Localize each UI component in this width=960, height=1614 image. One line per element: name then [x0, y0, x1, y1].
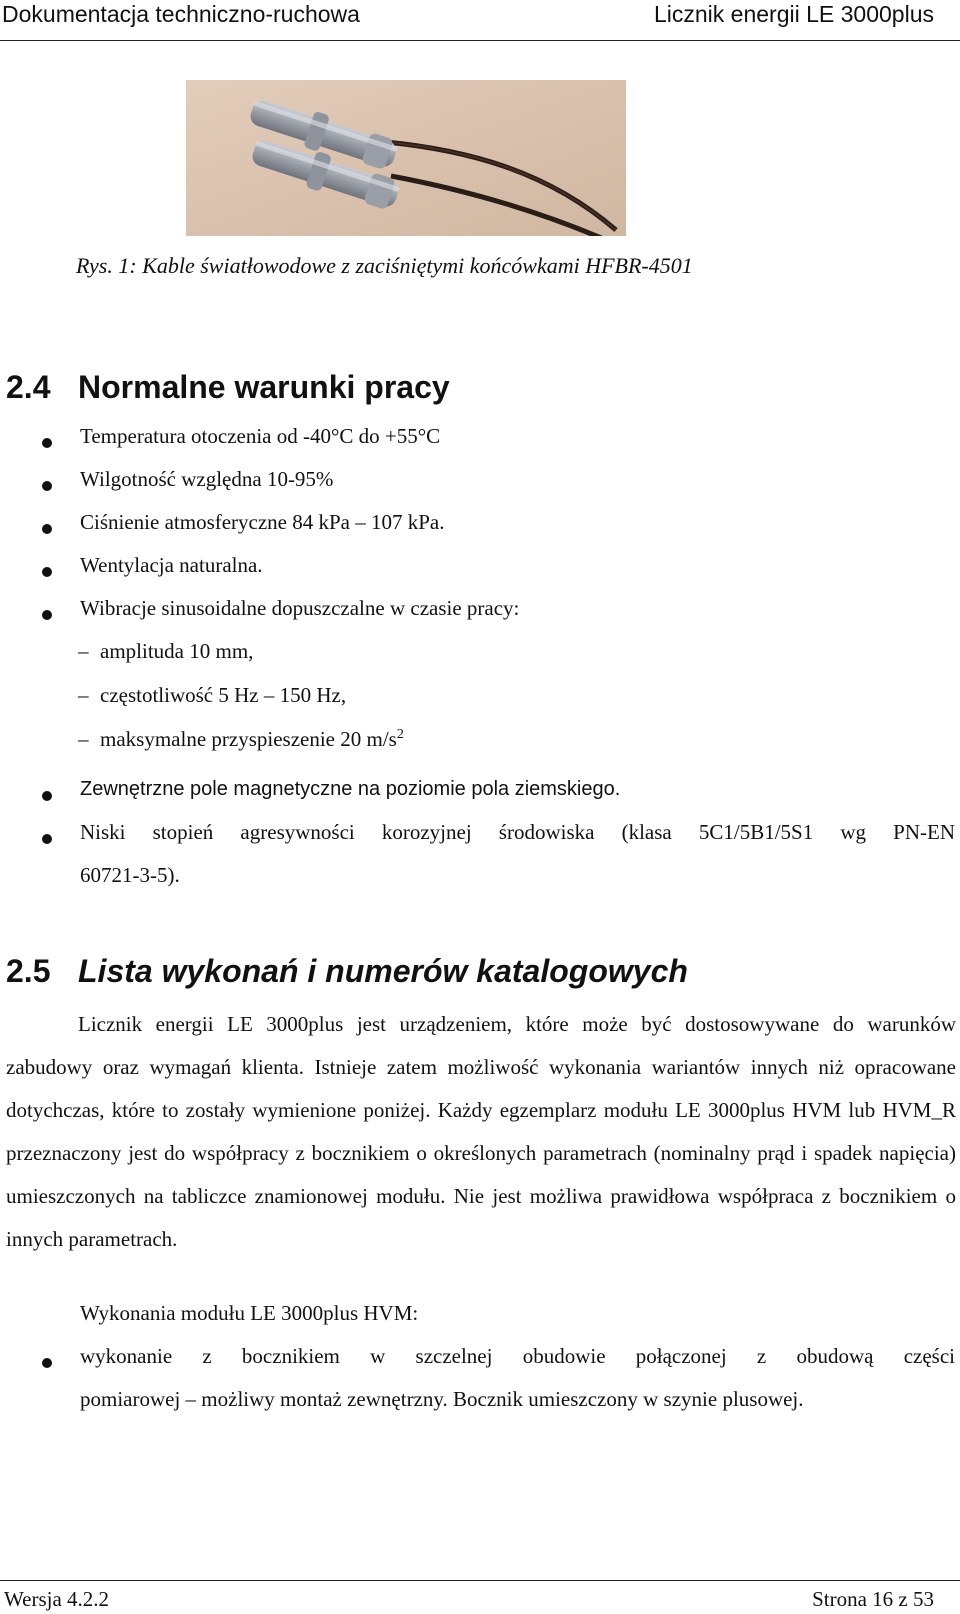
bullet-icon	[42, 438, 52, 448]
section-paragraph	[6, 1003, 956, 1261]
dash-marker: –	[78, 639, 89, 663]
sublist-item-text: maksymalne przyspieszenie 20 m/s	[100, 727, 397, 751]
list-item-temperature: Temperatura otoczenia od -40°C do +55°C	[80, 424, 441, 448]
section-heading-2-5	[6, 951, 688, 991]
paragraph-text: Licznik energii LE 3000plus jest urządzeniem, które może być dostosowywane do warunków zabudowy oraz wymagań klienta. Istnieje zatem możliwość wykonania wariantów innych niż opracowane dotychczas, które to zostały wymienione poniżej. Każdy egzemplarz modułu LE 3000plus HVM lub HVM_R przeznaczony jest do współpracy z bocznikiem o określonych parametrach (nominalny prąd i spadek napięcia) umieszczonych na tabliczce znamionowej modułu. Nie jest możliwa prawidłowa współpraca z bocznikiem o innych parametrach.	[6, 1012, 956, 1251]
dash-marker: –	[78, 727, 89, 751]
page-footer	[0, 1580, 960, 1614]
footer-page-number: Strona 16 z 53	[812, 1587, 934, 1611]
dash-marker: –	[78, 683, 89, 707]
sublist-item-frequency	[78, 680, 346, 710]
sublist-item-amplitude	[78, 636, 253, 666]
figure-caption: Rys. 1: Kable światłowodowe z zaciśniętymi końcówkami HFBR-4501	[76, 253, 693, 278]
variant-item-line1: wykonanie z bocznikiem w szczelnej obudowie połączonej z obudową części	[80, 1344, 955, 1368]
bullet-icon	[42, 791, 52, 801]
bullet-icon	[42, 610, 52, 620]
section-number: 2.4	[6, 369, 51, 405]
bullet-icon	[42, 1358, 52, 1368]
bullet-icon	[42, 834, 52, 844]
sublist-item-text: częstotliwość 5 Hz – 150 Hz,	[100, 683, 347, 707]
list-item-corrosion-line1: Niski stopień agresywności korozyjnej środowiska (klasa 5C1/5B1/5S1 wg PN-EN	[80, 820, 955, 844]
fiber-optic-cables-photo	[186, 80, 626, 236]
bullet-icon	[42, 567, 52, 577]
bullet-icon	[42, 481, 52, 491]
footer-version: Wersja 4.2.2	[4, 1587, 110, 1611]
header-product-name: Licznik energii LE 3000plus	[653, 1, 934, 27]
variants-heading: Wykonania modułu LE 3000plus HVM:	[80, 1301, 419, 1325]
header-document-title: Dokumentacja techniczno-ruchowa	[2, 1, 360, 27]
list-item-pressure: Ciśnienie atmosferyczne 84 kPa – 107 kPa.	[80, 510, 445, 534]
page-header	[0, 0, 960, 41]
bullet-icon	[42, 524, 52, 534]
sublist-item-text: amplituda 10 mm,	[100, 639, 254, 663]
section-number: 2.5	[6, 953, 51, 989]
section-title: Normalne warunki pracy	[78, 369, 450, 405]
list-item-vibrations: Wibracje sinusoidalne dopuszczalne w czasie pracy:	[80, 596, 520, 620]
list-item-ventilation: Wentylacja naturalna.	[80, 553, 263, 577]
unit-exponent: 2	[396, 727, 404, 742]
list-item-corrosion-line2: 60721-3-5).	[80, 863, 180, 887]
variant-item-line2: pomiarowej – możliwy montaż zewnętrzny. Bocznik umieszczony w szynie plusowej.	[80, 1387, 804, 1411]
list-item-humidity: Wilgotność względna 10-95%	[80, 467, 334, 491]
list-item-magnetic-field: Zewnętrzne pole magnetyczne na poziomie pola ziemskiego.	[80, 778, 621, 800]
section-heading-2-4	[6, 367, 450, 407]
sublist-item-acceleration	[78, 724, 404, 754]
fiber-optic-cables-illustration	[186, 80, 626, 236]
section-title: Lista wykonań i numerów katalogowych	[78, 953, 688, 989]
